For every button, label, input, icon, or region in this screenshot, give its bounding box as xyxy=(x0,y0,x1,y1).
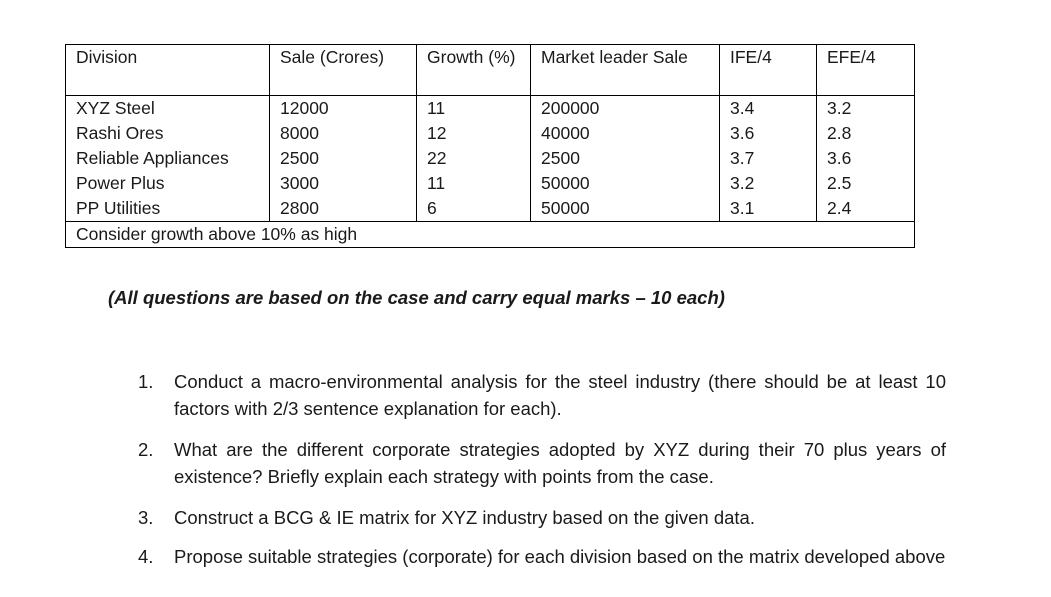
header-sale: Sale (Crores) xyxy=(270,45,417,96)
table-row xyxy=(66,171,915,196)
cell-sale: 2800 xyxy=(270,196,417,222)
cell-sale: 2500 xyxy=(270,146,417,171)
table-header-row xyxy=(66,45,915,96)
question-item xyxy=(138,543,946,570)
cell-sale: 12000 xyxy=(270,96,417,122)
question-item xyxy=(138,504,946,531)
header-ife: IFE/4 xyxy=(720,45,817,96)
question-list xyxy=(138,368,946,570)
cell-efe: 2.4 xyxy=(817,196,915,222)
table-footnote: Consider growth above 10% as high xyxy=(66,222,915,248)
cell-ife: 3.4 xyxy=(720,96,817,122)
question-number: 2. xyxy=(138,439,154,460)
cell-efe: 2.5 xyxy=(817,171,915,196)
cell-division: Reliable Appliances xyxy=(66,146,270,171)
cell-sale: 3000 xyxy=(270,171,417,196)
cell-efe: 3.6 xyxy=(817,146,915,171)
cell-efe: 3.2 xyxy=(817,96,915,122)
cell-division: Rashi Ores xyxy=(66,121,270,146)
cell-market-leader-sale: 50000 xyxy=(531,196,720,222)
cell-ife: 3.1 xyxy=(720,196,817,222)
question-text: Construct a BCG & IE matrix for XYZ industry based on the given data. xyxy=(174,507,755,528)
question-number: 3. xyxy=(138,507,154,528)
cell-ife: 3.2 xyxy=(720,171,817,196)
header-division: Division xyxy=(66,45,270,96)
header-growth: Growth (%) xyxy=(417,45,531,96)
cell-division: Power Plus xyxy=(66,171,270,196)
cell-growth: 11 xyxy=(417,96,531,122)
cell-division: XYZ Steel xyxy=(66,96,270,122)
table-row xyxy=(66,96,915,122)
cell-growth: 22 xyxy=(417,146,531,171)
cell-market-leader-sale: 50000 xyxy=(531,171,720,196)
table-row xyxy=(66,146,915,171)
question-item xyxy=(138,436,946,490)
question-item xyxy=(138,368,946,422)
cell-market-leader-sale: 200000 xyxy=(531,96,720,122)
division-data-table xyxy=(65,44,915,248)
cell-market-leader-sale: 40000 xyxy=(531,121,720,146)
cell-growth: 12 xyxy=(417,121,531,146)
question-text: Propose suitable strategies (corporate) for each division based on the matrix developed above xyxy=(174,546,946,567)
question-number: 4. xyxy=(138,546,154,567)
table-row xyxy=(66,196,915,222)
cell-ife: 3.7 xyxy=(720,146,817,171)
cell-sale: 8000 xyxy=(270,121,417,146)
header-efe: EFE/4 xyxy=(817,45,915,96)
cell-growth: 11 xyxy=(417,171,531,196)
cell-ife: 3.6 xyxy=(720,121,817,146)
question-text: What are the different corporate strategies adopted by XYZ during their 70 plus years of existence? Briefly explain each strategy with points from the case. xyxy=(174,439,946,487)
cell-growth: 6 xyxy=(417,196,531,222)
cell-efe: 2.8 xyxy=(817,121,915,146)
header-market-leader-sale: Market leader Sale xyxy=(531,45,720,96)
marks-note: (All questions are based on the case and carry equal marks – 10 each) xyxy=(108,287,725,308)
question-number: 1. xyxy=(138,371,154,392)
table-row xyxy=(66,121,915,146)
cell-division: PP Utilities xyxy=(66,196,270,222)
question-text: Conduct a macro-environmental analysis for the steel industry (there should be at least 10 factors with 2/3 sentence explanation for each). xyxy=(174,371,946,419)
cell-market-leader-sale: 2500 xyxy=(531,146,720,171)
table-footnote-row xyxy=(66,222,915,248)
